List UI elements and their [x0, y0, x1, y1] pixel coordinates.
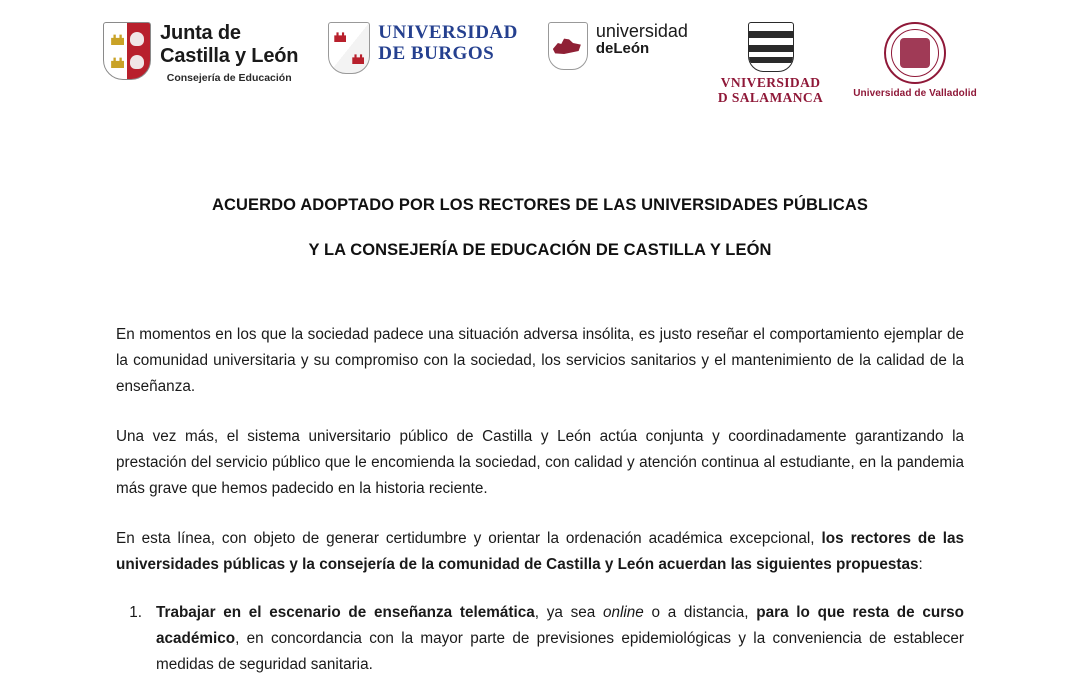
valladolid-caption: Universidad de Valladolid	[853, 88, 977, 99]
page-title-line1: ACUERDO ADOPTADO POR LOS RECTORES DE LAS UNIVERSIDADES PÚBLICAS	[212, 196, 868, 214]
paragraph-2: Una vez más, el sistema universitario público de Castilla y León actúa conjunta y coordinadamente garantizando la prestación del servicio público que le encomienda la sociedad, con calidad y atención continua al estudiante, en la pandemia más grave que hemos padecido en la historia reciente.	[116, 428, 964, 497]
leon-line2: deLeón	[595, 40, 650, 57]
junta-line3: Consejería de Educación	[166, 72, 292, 84]
logo-universidad-de-valladolid	[853, 22, 977, 99]
list-item-part1: , ya sea	[534, 604, 603, 621]
list-item-bold2: para lo que resta de curso académico	[156, 604, 965, 647]
list-item-bold1: Trabajar en el escenario de enseñanza telemática	[156, 604, 535, 621]
paragraph-3	[116, 526, 964, 578]
salamanca-shield-icon	[748, 22, 794, 72]
burgos-line2: DE BURGOS	[378, 43, 495, 64]
burgos-wordmark	[378, 22, 518, 64]
burgos-shield-icon	[328, 22, 370, 74]
castilla-leon-shield-icon	[103, 22, 151, 80]
salamanca-wordmark	[718, 75, 823, 105]
burgos-line1: UNIVERSIDAD	[378, 22, 518, 43]
salamanca-line1: VNIVERSIDAD	[720, 75, 821, 90]
valladolid-seal-icon	[884, 22, 946, 84]
salamanca-line2: D SALAMANCA	[717, 90, 824, 105]
paragraph-3-part1: En esta línea, con objeto de generar certidumbre y orientar la ordenación académica excepcional,	[116, 530, 822, 547]
leon-line1: universidad	[595, 21, 688, 41]
paragraph-3-part2: :	[918, 556, 923, 573]
proposals-list	[116, 600, 964, 678]
list-item-part3: , en concordancia con la mayor parte de previsiones epidemiológicas y la conveniencia de establecer medidas de seguridad sanitaria.	[156, 630, 964, 673]
leon-shield-icon	[548, 22, 588, 70]
junta-wordmark	[160, 22, 298, 84]
document-body	[0, 196, 1080, 678]
junta-line2: Castilla y León	[160, 45, 299, 67]
leon-wordmark	[596, 22, 688, 57]
list-item-text	[156, 600, 964, 678]
list-item	[116, 600, 964, 678]
list-item-number: 1.	[129, 604, 142, 621]
paragraph-1: En momentos en los que la sociedad padece una situación adversa insólita, es justo reseñar el comportamiento ejemplar de la comunidad universitaria y su compromiso con la sociedad, los servicios sanitarios y el mantenimiento de la calidad de la enseñanza.	[116, 326, 964, 395]
list-item-part2: o a distancia,	[643, 604, 757, 621]
logo-universidad-de-burgos	[328, 22, 518, 74]
list-item-italic1: online	[602, 604, 644, 621]
logo-bar	[0, 0, 1080, 118]
junta-line1: Junta de	[160, 22, 241, 44]
logo-junta-castilla-leon	[103, 22, 298, 84]
page-title	[116, 196, 964, 260]
logo-universidad-de-leon	[548, 22, 688, 70]
logo-universidad-de-salamanca	[718, 22, 823, 105]
paragraph-3-bold1: los rectores de las universidades públicas y la consejería de la comunidad de Castilla y León acuerdan las siguientes propuestas	[116, 530, 964, 573]
page-title-line2: Y LA CONSEJERÍA DE EDUCACIÓN DE CASTILLA Y LEÓN	[308, 241, 772, 259]
